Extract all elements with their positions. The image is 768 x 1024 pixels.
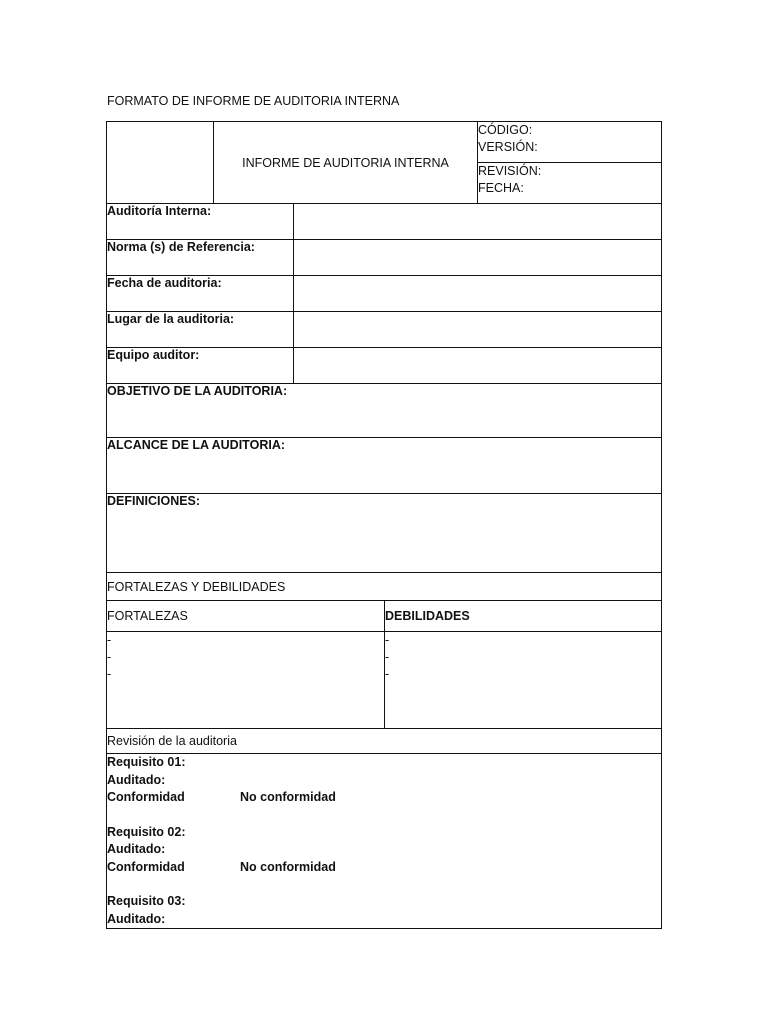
field-label-auditoria-interna: Auditoría Interna: [107,204,294,240]
auditado-label: Auditado: [107,772,166,787]
requisito-label: Requisito 02: [107,824,186,839]
list-item: - [107,667,112,681]
requisito-label: Requisito 01: [107,755,186,769]
revision-heading: Revisión de la auditoria [107,729,662,754]
field-value-auditoria-interna[interactable] [294,204,662,240]
requisito-label: Requisito 03: [107,894,186,908]
conformidad-row [107,859,661,877]
fortalezas-header: FORTALEZAS [107,601,385,632]
fortalezas-debilidades-heading: FORTALEZAS Y DEBILIDADES [107,573,662,601]
list-item: - [107,650,112,664]
conformidad-label: Conformidad [107,859,185,874]
objetivo-section: OBJETIVO DE LA AUDITORIA: [107,384,662,438]
debilidades-list [385,632,662,729]
no-conformidad-label: No conformidad [240,790,336,804]
field-value-equipo-auditor[interactable] [294,348,662,384]
list-item: - [385,667,390,681]
conformidad-row [107,789,661,807]
list-item: - [107,633,112,647]
debilidades-header: DEBILIDADES [385,601,662,632]
requisitos-block [107,754,662,929]
list-item: - [385,633,390,647]
conformidad-label: Conformidad [107,790,185,804]
fecha-label: FECHA: [478,181,524,195]
alcance-section: ALCANCE DE LA AUDITORIA: [107,438,662,494]
codigo-label: CÓDIGO: [478,123,533,137]
codigo-version-cell [478,122,662,163]
revision-fecha-cell [478,163,662,204]
definiciones-section: DEFINICIONES: [107,494,662,573]
version-label: VERSIÓN: [478,140,538,154]
report-title: INFORME DE AUDITORIA INTERNA [214,122,478,204]
field-label-lugar-auditoria: Lugar de la auditoria: [107,312,294,348]
list-item: - [385,650,390,664]
audit-report-form [106,121,662,929]
fortalezas-list [107,632,385,729]
field-label-fecha-auditoria: Fecha de auditoria: [107,276,294,312]
auditado-label: Auditado: [107,842,166,856]
field-label-norma-referencia: Norma (s) de Referencia: [107,240,294,276]
field-value-lugar-auditoria[interactable] [294,312,662,348]
field-label-equipo-auditor: Equipo auditor: [107,348,294,384]
auditado-label: Auditado: [107,911,166,926]
field-value-norma-referencia[interactable] [294,240,662,276]
document-title: FORMATO DE INFORME DE AUDITORIA INTERNA [107,94,400,108]
field-value-fecha-auditoria[interactable] [294,276,662,312]
logo-cell [107,122,214,204]
revision-label: REVISIÓN: [478,164,542,178]
no-conformidad-label: No conformidad [240,859,336,874]
